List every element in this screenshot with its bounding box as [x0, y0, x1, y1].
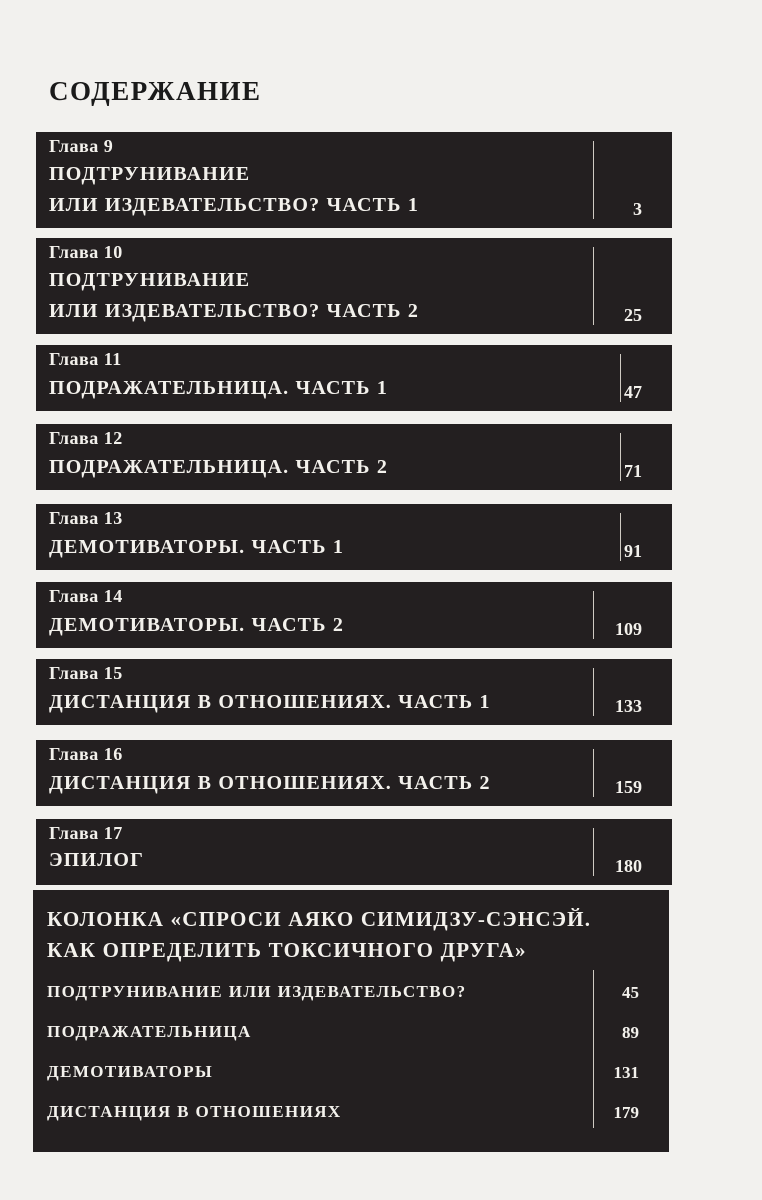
chapter-title-line2: ИЛИ ИЗДЕВАТЕЛЬСТВО? ЧАСТЬ 2: [49, 300, 420, 322]
page-number: 47: [624, 382, 642, 402]
chapter-title-line2: ИЛИ ИЗДЕВАТЕЛЬСТВО? ЧАСТЬ 1: [49, 194, 420, 216]
chapter-number: Глава 11: [49, 349, 122, 369]
chapter-title-line1: ДЕМОТИВАТОРЫ. ЧАСТЬ 1: [49, 536, 345, 558]
column-heading-line1: КОЛОНКА «СПРОСИ АЯКО СИМИДЗУ-СЭНСЭЙ.: [47, 907, 592, 931]
divider: [593, 970, 594, 1128]
column-entry-page: 179: [613, 1103, 639, 1122]
chapter-number: Глава 17: [49, 823, 123, 843]
chapter-title-line1: ПОДТРУНИВАНИЕ: [49, 163, 251, 185]
divider: [620, 513, 621, 561]
divider: [620, 354, 621, 402]
divider: [593, 749, 594, 797]
column-entry-title[interactable]: ПОДТРУНИВАНИЕ ИЛИ ИЗДЕВАТЕЛЬСТВО?: [47, 982, 467, 1001]
column-entry-page: 131: [613, 1063, 639, 1082]
page-number: 3: [633, 199, 642, 219]
column-entry-page: 45: [622, 983, 639, 1002]
page-number: 133: [615, 696, 642, 716]
chapter-number: Глава 13: [49, 508, 123, 528]
page-number: 91: [624, 541, 642, 561]
divider: [593, 591, 594, 639]
toc-entry-chapter-17[interactable]: [36, 819, 672, 885]
chapter-title-line1: ПОДРАЖАТЕЛЬНИЦА. ЧАСТЬ 1: [49, 377, 389, 399]
column-heading: [47, 904, 591, 966]
column-entry-title[interactable]: ДИСТАНЦИЯ В ОТНОШЕНИЯХ: [47, 1102, 342, 1121]
divider: [593, 141, 594, 219]
toc-entry-chapter-16[interactable]: [36, 740, 672, 806]
toc-entry-chapter-13[interactable]: [36, 504, 672, 570]
chapter-title-line1: ДЕМОТИВАТОРЫ. ЧАСТЬ 2: [49, 614, 345, 636]
chapter-number: Глава 15: [49, 663, 123, 683]
column-section: [33, 890, 669, 1152]
divider: [620, 433, 621, 481]
divider: [593, 247, 594, 325]
page-number: 109: [615, 619, 642, 639]
divider: [593, 668, 594, 716]
toc-entry-chapter-11[interactable]: [36, 345, 672, 411]
toc-entry-chapter-14[interactable]: [36, 582, 672, 648]
chapter-number: Глава 16: [49, 744, 123, 764]
page-number: 180: [615, 856, 642, 876]
chapter-number: Глава 12: [49, 428, 123, 448]
toc-entry-chapter-9[interactable]: [36, 132, 672, 228]
chapter-title-line1: ЭПИЛОГ: [49, 849, 145, 871]
chapter-number: Глава 10: [49, 242, 123, 262]
toc-entry-chapter-15[interactable]: [36, 659, 672, 725]
column-entry-title[interactable]: ПОДРАЖАТЕЛЬНИЦА: [47, 1022, 252, 1041]
toc-entry-chapter-10[interactable]: [36, 238, 672, 334]
toc-entry-chapter-12[interactable]: [36, 424, 672, 490]
column-entry-page: 89: [622, 1023, 639, 1042]
page-number: 71: [624, 461, 642, 481]
chapter-number: Глава 14: [49, 586, 123, 606]
chapter-title-line1: ПОДТРУНИВАНИЕ: [49, 269, 251, 291]
chapter-title-line1: ДИСТАНЦИЯ В ОТНОШЕНИЯХ. ЧАСТЬ 1: [49, 691, 491, 713]
column-heading-line2: КАК ОПРЕДЕЛИТЬ ТОКСИЧНОГО ДРУГА»: [47, 938, 527, 962]
page-number: 159: [615, 777, 642, 797]
chapter-title-line1: ДИСТАНЦИЯ В ОТНОШЕНИЯХ. ЧАСТЬ 2: [49, 772, 491, 794]
divider: [593, 828, 594, 876]
chapter-title-line1: ПОДРАЖАТЕЛЬНИЦА. ЧАСТЬ 2: [49, 456, 389, 478]
page-number: 25: [624, 305, 642, 325]
chapter-number: Глава 9: [49, 136, 114, 156]
page-title: СОДЕРЖАНИЕ: [49, 76, 262, 106]
column-entry-title[interactable]: ДЕМОТИВАТОРЫ: [47, 1062, 214, 1081]
